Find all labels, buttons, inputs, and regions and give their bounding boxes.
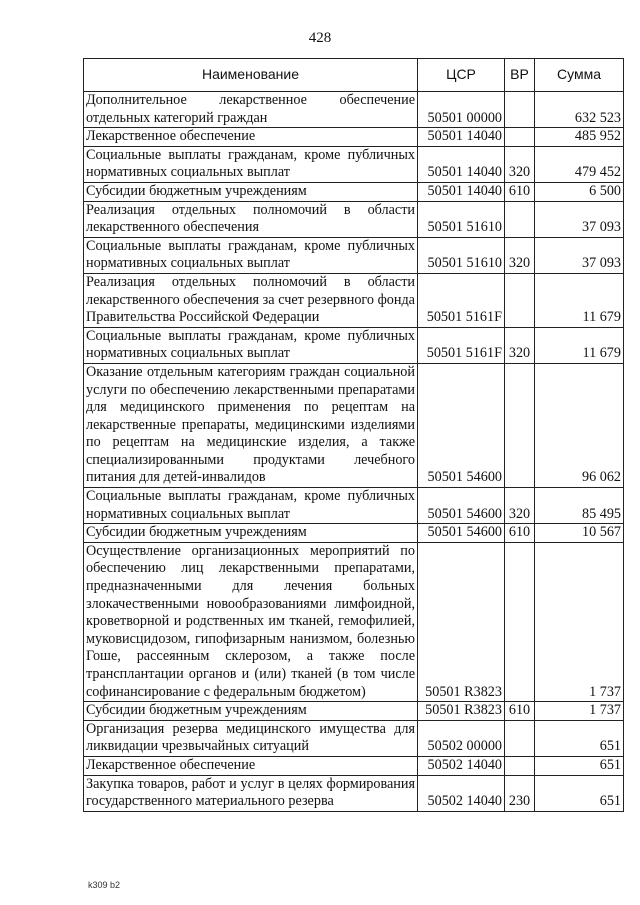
- row-sum: 6 500: [535, 182, 624, 201]
- row-name: Закупка товаров, работ и услуг в целях формирования государственного материального резерва: [84, 775, 418, 811]
- table-row: [84, 524, 624, 543]
- row-name: Лекарственное обеспечение: [84, 128, 418, 147]
- row-name: Дополнительное лекарственное обеспечение отдельных категорий граждан: [84, 92, 418, 128]
- row-csr: 50502 00000: [418, 720, 505, 756]
- table-row: [84, 201, 624, 237]
- row-vr: [505, 273, 535, 327]
- table-row: [84, 702, 624, 721]
- row-csr: 50501 51610: [418, 201, 505, 237]
- row-sum: 37 093: [535, 237, 624, 273]
- budget-table: [83, 58, 624, 812]
- row-vr: 320: [505, 327, 535, 363]
- header-name: Наименование: [84, 59, 418, 92]
- row-vr: [505, 363, 535, 487]
- row-name: Организация резерва медицинского имущества для ликвидации чрезвычайных ситуаций: [84, 720, 418, 756]
- row-name: Субсидии бюджетным учреждениям: [84, 524, 418, 543]
- row-name: Реализация отдельных полномочий в области лекарственного обеспечения за счет резервного фонда Правительства Российской Федерации: [84, 273, 418, 327]
- table-row: [84, 720, 624, 756]
- row-csr: 50502 14040: [418, 775, 505, 811]
- row-name: Социальные выплаты гражданам, кроме публичных нормативных социальных выплат: [84, 146, 418, 182]
- row-sum: 96 062: [535, 363, 624, 487]
- row-vr: [505, 720, 535, 756]
- table-row: [84, 146, 624, 182]
- row-vr: 610: [505, 524, 535, 543]
- row-sum: 479 452: [535, 146, 624, 182]
- table-row: [84, 237, 624, 273]
- row-name: Социальные выплаты гражданам, кроме публичных нормативных социальных выплат: [84, 237, 418, 273]
- row-vr: 230: [505, 775, 535, 811]
- row-vr: 610: [505, 702, 535, 721]
- row-vr: 320: [505, 146, 535, 182]
- table-row: [84, 182, 624, 201]
- row-vr: [505, 542, 535, 701]
- row-csr: 50501 54600: [418, 488, 505, 524]
- row-sum: 11 679: [535, 273, 624, 327]
- row-sum: 1 737: [535, 702, 624, 721]
- row-name: Субсидии бюджетным учреждениям: [84, 702, 418, 721]
- table-row: [84, 542, 624, 701]
- row-sum: 85 495: [535, 488, 624, 524]
- row-csr: 50501 14040: [418, 146, 505, 182]
- row-vr: [505, 128, 535, 147]
- row-vr: 610: [505, 182, 535, 201]
- row-csr: 50501 14040: [418, 128, 505, 147]
- row-csr: 50501 51610: [418, 237, 505, 273]
- header-sum: Сумма: [535, 59, 624, 92]
- row-csr: 50501 14040: [418, 182, 505, 201]
- row-csr: 50501 R3823: [418, 702, 505, 721]
- table-row: [84, 327, 624, 363]
- row-csr: 50501 54600: [418, 363, 505, 487]
- row-csr: 50501 5161F: [418, 273, 505, 327]
- table-row: [84, 128, 624, 147]
- header-vr: ВР: [505, 59, 535, 92]
- table-header-row: [84, 59, 624, 92]
- row-vr: [505, 201, 535, 237]
- row-name: Социальные выплаты гражданам, кроме публичных нормативных социальных выплат: [84, 488, 418, 524]
- row-csr: 50501 00000: [418, 92, 505, 128]
- row-sum: 37 093: [535, 201, 624, 237]
- row-vr: 320: [505, 488, 535, 524]
- row-vr: [505, 92, 535, 128]
- row-sum: 632 523: [535, 92, 624, 128]
- table-row: [84, 488, 624, 524]
- row-sum: 651: [535, 720, 624, 756]
- row-name: Субсидии бюджетным учреждениям: [84, 182, 418, 201]
- row-name: Реализация отдельных полномочий в области лекарственного обеспечения: [84, 201, 418, 237]
- row-csr: 50502 14040: [418, 756, 505, 775]
- row-name: Лекарственное обеспечение: [84, 756, 418, 775]
- row-csr: 50501 R3823: [418, 542, 505, 701]
- row-sum: 651: [535, 756, 624, 775]
- row-name: Оказание отдельным категориям граждан социальной услуги по обеспечению лекарственными препаратами для медицинского применения по рецептам на лекарственные препараты, медицинскими изделиями по рецептам на медицинские изделия, а также специализированными продуктами лечебного питания для детей-инвалидов: [84, 363, 418, 487]
- row-vr: 320: [505, 237, 535, 273]
- row-csr: 50501 5161F: [418, 327, 505, 363]
- row-sum: 1 737: [535, 542, 624, 701]
- page-number: 428: [308, 30, 332, 46]
- row-name: Социальные выплаты гражданам, кроме публичных нормативных социальных выплат: [84, 327, 418, 363]
- row-name: Осуществление организационных мероприятий по обеспечению лиц лекарственными препаратами, предназначенными для лечения больных злокачественными новообразованиями лимфоидной, кроветворной и родственных им тканей, гемофилией, муковисцидозом, гипофизарным нанизмом, болезнью Гоше, рассеянным склерозом, а также после трансплантации органов и (или) тканей (в том числе софинансирование с федеральным бюджетом): [84, 542, 418, 701]
- table-row: [84, 363, 624, 487]
- row-sum: 651: [535, 775, 624, 811]
- footer-mark: k309 b2: [88, 880, 121, 890]
- table-row: [84, 756, 624, 775]
- table-row: [84, 273, 624, 327]
- row-vr: [505, 756, 535, 775]
- row-csr: 50501 54600: [418, 524, 505, 543]
- table-row: [84, 775, 624, 811]
- row-sum: 11 679: [535, 327, 624, 363]
- row-sum: 10 567: [535, 524, 624, 543]
- header-csr: ЦСР: [418, 59, 505, 92]
- table-row: [84, 92, 624, 128]
- row-sum: 485 952: [535, 128, 624, 147]
